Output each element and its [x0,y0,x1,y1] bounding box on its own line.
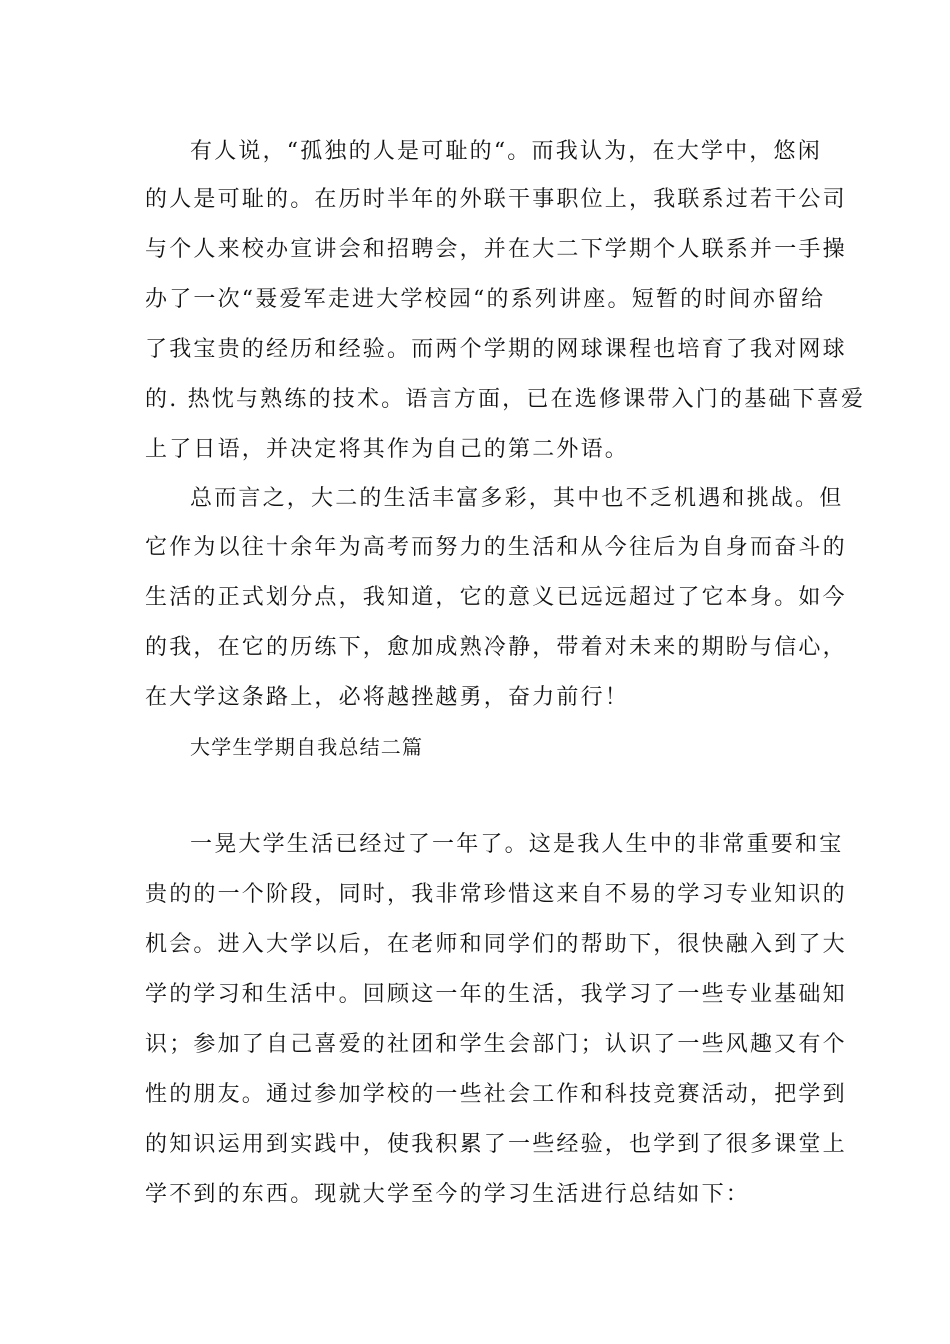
paragraph-3-line-8: 学不到的东西。现就大学至今的学习生活进行总结如下： [145,1182,751,1207]
paragraph-3-line-4: 学的学习和生活中。回顾这一年的生活，我学习了一些专业基础知 [145,982,847,1007]
paragraph-2-line-1: 总而言之，大二的生活丰富多彩，其中也不乏机遇和挑战。但 [190,486,844,511]
paragraph-1-line-6: 的. 热忱与熟练的技术。语言方面，已在选修课带入门的基础下喜爱 [145,387,866,412]
paragraph-1-line-3: 与个人来校办宣讲会和招聘会，并在大二下学期个人联系并一手操 [145,237,847,262]
paragraph-2-line-5: 在大学这条路上，必将越挫越勇，奋力前行！ [145,685,630,710]
paragraph-2-line-2: 它作为以往十余年为高考而努力的生活和从今往后为自身而奋斗的 [145,535,847,560]
paragraph-3-line-7: 的知识运用到实践中，使我积累了一些经验，也学到了很多课堂上 [145,1132,847,1157]
paragraph-1-line-5: 了我宝贵的经历和经验。而两个学期的网球课程也培育了我对网球 [145,337,847,362]
paragraph-1-line-4: 办了一次“聂爱军走进大学校园“的系列讲座。短暂的时间亦留给 [145,287,826,312]
paragraph-3-line-5: 识；参加了自己喜爱的社团和学生会部门；认识了一些风趣又有个 [145,1032,847,1057]
paragraph-1-line-1: 有人说，“孤独的人是可耻的“。而我认为，在大学中，悠闲 [190,139,822,164]
paragraph-3-line-1: 一晃大学生活已经过了一年了。这是我人生中的非常重要和宝 [190,832,844,857]
paragraph-1-line-2: 的人是可耻的。在历时半年的外联干事职位上，我联系过若干公司 [145,187,847,212]
paragraph-3-line-2: 贵的的一个阶段，同时，我非常珍惜这来自不易的学习专业知识的 [145,882,847,907]
paragraph-2-line-4: 的我，在它的历练下，愈加成熟冷静，带着对未来的期盼与信心， [145,635,847,660]
paragraph-3-line-3: 机会。进入大学以后，在老师和同学们的帮助下，很快融入到了大 [145,932,847,957]
paragraph-2-line-3: 生活的正式划分点，我知道，它的意义已远远超过了它本身。如今 [145,585,847,610]
section-heading: 大学生学期自我总结二篇 [190,735,424,759]
paragraph-1-line-7: 上了日语，并决定将其作为自己的第二外语。 [145,437,630,462]
paragraph-3-line-6: 性的朋友。通过参加学校的一些社会工作和科技竞赛活动，把学到 [145,1082,847,1107]
